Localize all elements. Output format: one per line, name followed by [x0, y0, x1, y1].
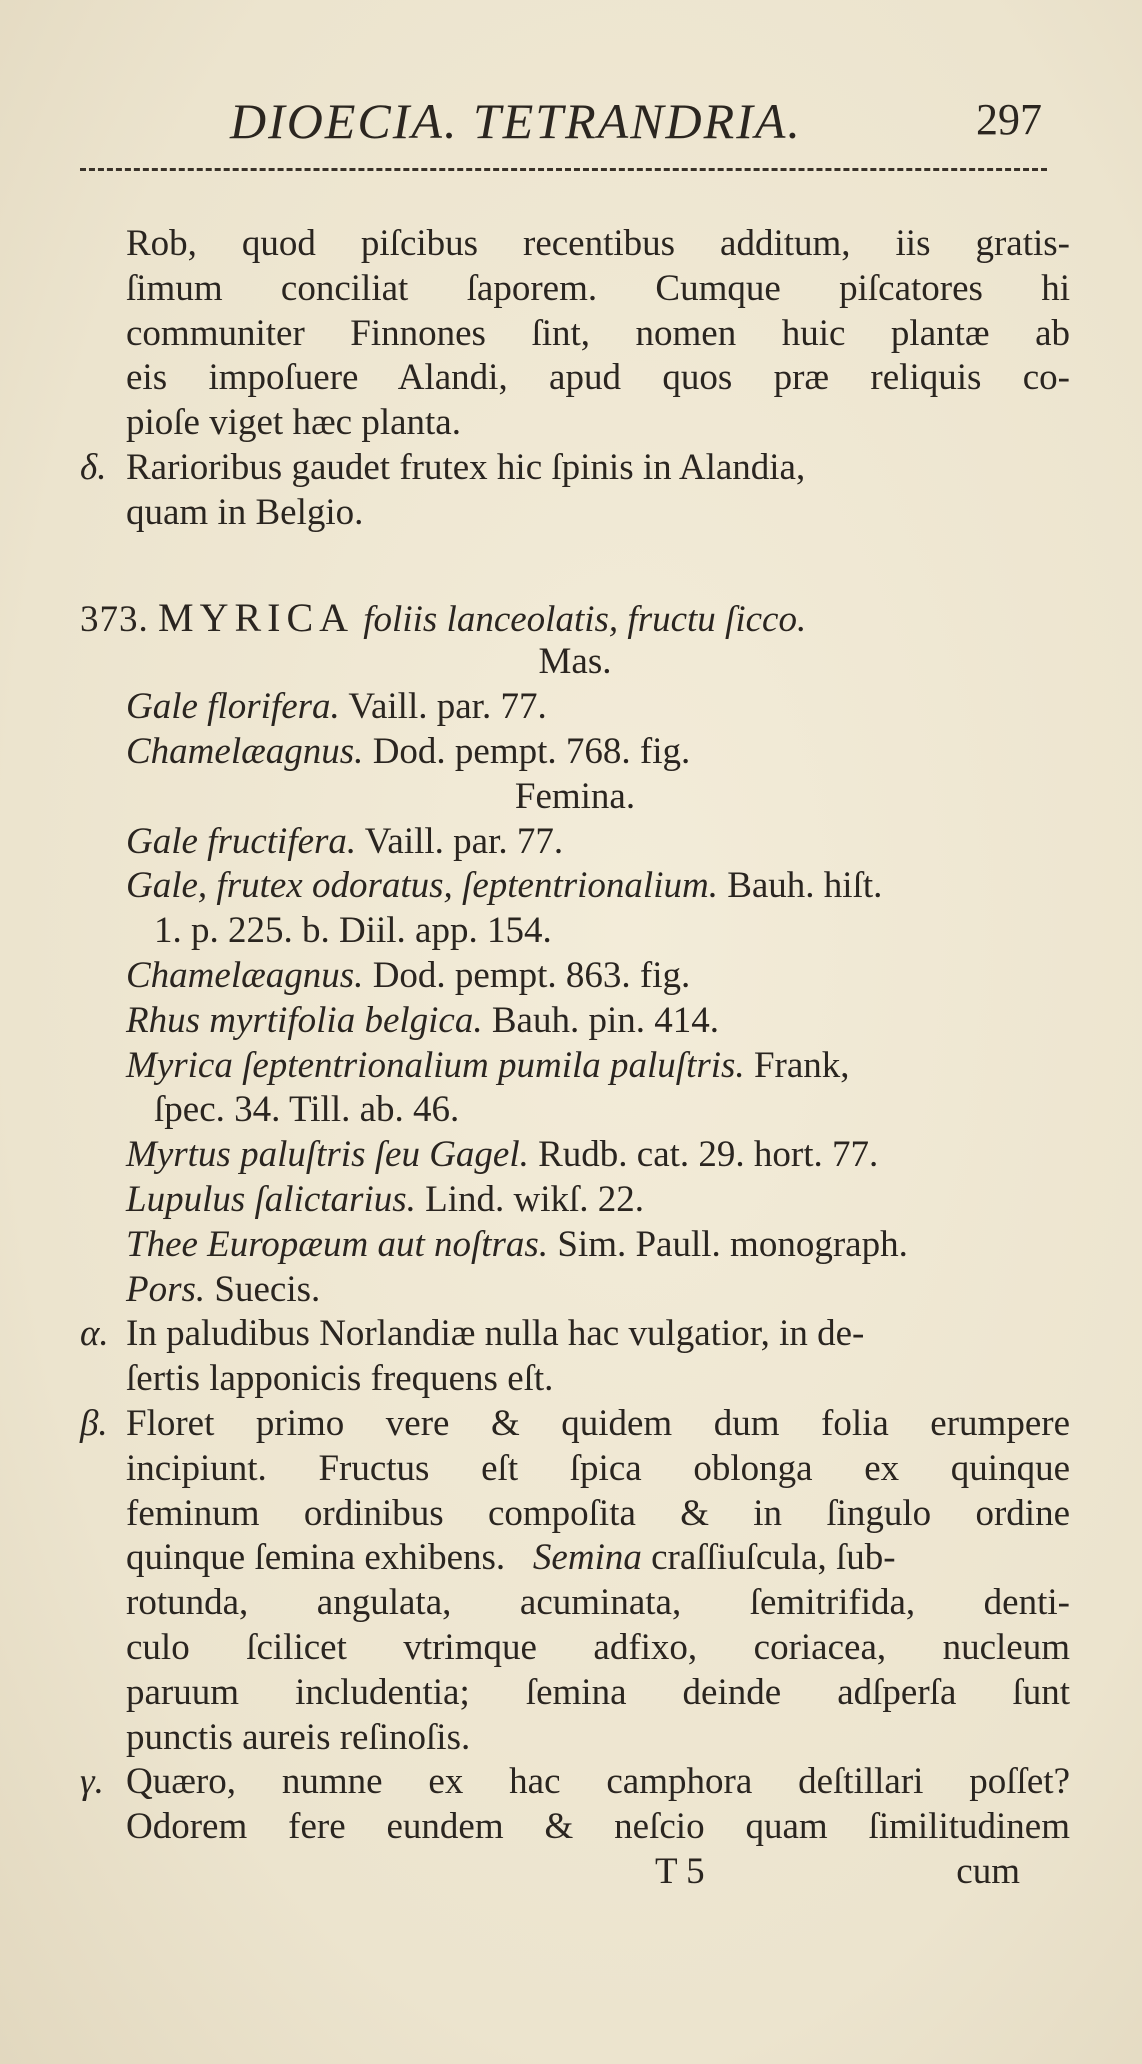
text-line: pioſe viget hæc planta.: [126, 402, 461, 444]
text-line: rotunda, angulata, acuminata, ſemitrifida, denti-: [126, 1582, 1070, 1624]
page-number: 297: [976, 95, 1042, 144]
header-rule: [80, 168, 1047, 171]
text-line: ſimum conciliat ſaporem. Cumque piſcatores hi: [126, 267, 1070, 309]
note-alpha: α. In paludibus Norlandiæ nulla hac vulgatior, in de-: [80, 1312, 1070, 1357]
text-line: feminum ordinibus compoſita & in ſingulo ordine: [126, 1492, 1070, 1534]
synonym-line: 1. p. 225. b. Diil. app. 154.: [154, 910, 552, 952]
note-marker: α.: [80, 1313, 109, 1355]
genus-name: MYRICA: [158, 594, 355, 640]
diagnosis: foliis lanceolatis, fructu ſicco.: [363, 598, 807, 640]
text-line: quam in Belgio.: [126, 491, 364, 533]
synonym-line: Chamelæagnus. Dod. pempt. 768. fig.: [126, 730, 691, 772]
synonym-line: Gale florifera. Vaill. par. 77.: [126, 686, 547, 728]
synonym-line: ſpec. 34. Till. ab. 46.: [154, 1089, 460, 1131]
text-line: eis impoſuere Alandi, apud quos præ reliquis co-: [126, 357, 1070, 399]
text-line: incipiunt. Fructus eſt ſpica oblonga ex quinque: [126, 1447, 1070, 1489]
synonym-line: Gale, frutex odoratus, ſeptentrionalium. Bauh. hiſt.: [126, 865, 883, 907]
text-line: ſertis lapponicis frequens eſt.: [126, 1358, 554, 1400]
text-line: Rob, quod piſcibus recentibus additum, iis gratis-: [126, 223, 1070, 264]
note-delta: δ. Rarioribus gaudet frutex hic ſpinis in Alandia,: [80, 446, 1070, 491]
note-beta: β. Floret primo vere & quidem dum folia erumpere: [80, 1402, 1070, 1447]
synonym-line: Pors. Suecis.: [126, 1268, 321, 1310]
text-line: Odorem fere eundem & neſcio quam ſimilitudinem: [126, 1806, 1070, 1848]
page-body: [80, 222, 1070, 1895]
synonym-line: Rhus myrtifolia belgica. Bauh. pin. 414.: [126, 999, 719, 1041]
synonym-line: Myrtus paluſtris ſeu Gagel. Rudb. cat. 29. hort. 77.: [126, 1134, 879, 1176]
page-footer: [80, 1850, 1070, 1895]
text-line: communiter Finnones ſint, nomen huic plantæ ab: [126, 312, 1070, 354]
note-marker: δ.: [80, 446, 107, 488]
mas-heading: Mas.: [538, 641, 612, 683]
note-marker: γ.: [80, 1761, 104, 1803]
entry-heading: [80, 596, 1070, 641]
running-head: DIOECIA. TETRANDRIA.: [230, 93, 802, 149]
catchword: cum: [956, 1850, 1020, 1892]
synonym-line: Myrica ſeptentrionalium pumila paluſtris. Frank,: [126, 1044, 850, 1086]
note-gamma: γ. Quæro, numne ex hac camphora deſtillari poſſet?: [80, 1760, 1070, 1805]
synonym-line: Thee Europæum aut noſtras. Sim. Paull. monograph.: [126, 1223, 908, 1265]
signature-mark: T 5: [655, 1850, 705, 1892]
synonym-line: Lupulus ſalictarius. Lind. wikſ. 22.: [126, 1178, 645, 1220]
synonym-line: Gale fructifera. Vaill. par. 77.: [126, 820, 564, 862]
text-line: paruum includentia; ſemina deinde adſperſa ſunt: [126, 1671, 1070, 1713]
text-line: culo ſcilicet vtrimque adfixo, coriacea, nucleum: [126, 1626, 1070, 1668]
text-line: punctis aureis reſinoſis.: [126, 1716, 471, 1758]
synonym-line: Chamelæagnus. Dod. pempt. 863. fig.: [126, 954, 691, 996]
text-line: quinque ſemina exhibens. Semina craſſiuſcula, ſub-: [126, 1537, 896, 1579]
spacer: [80, 536, 1070, 596]
note-marker: β.: [80, 1402, 108, 1444]
femina-heading: Femina.: [514, 775, 636, 817]
entry-number: 373.: [80, 598, 149, 640]
page-header: [80, 92, 1042, 152]
